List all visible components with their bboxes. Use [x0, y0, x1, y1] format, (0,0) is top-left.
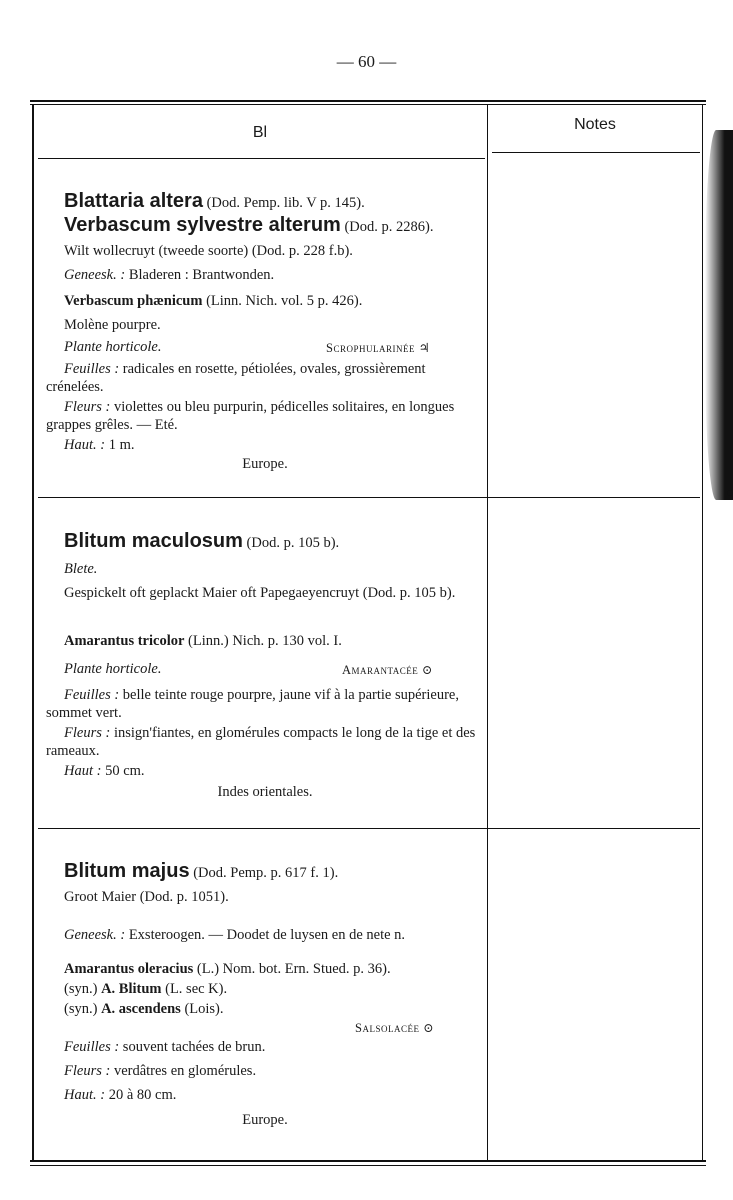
entry-title-synonym: Verbascum sylvestre alterum (Dod. p. 2286).	[64, 214, 434, 236]
vernacular-name: Groot Maier (Dod. p. 1051).	[64, 889, 229, 905]
table-bottom-border-inner	[30, 1165, 706, 1166]
plant-family: Scrophularinée ♃	[326, 341, 431, 355]
page-edge-shadow	[705, 130, 733, 500]
entry-title: Blitum maculosum (Dod. p. 105 b).	[64, 530, 340, 552]
vernacular-name-italic: Blete.	[64, 561, 98, 577]
plant-origin: Europe.	[242, 1112, 288, 1128]
table-top-border	[30, 100, 706, 102]
leaves-description: Feuilles : belle teinte rouge pourpre, jaune vif à la partie supérieure, sommet vert.	[46, 687, 459, 721]
table-left-border	[32, 104, 34, 1162]
synonym-1: (syn.) A. Blitum (L. sec K).	[64, 981, 228, 997]
entry-title: Blitum majus (Dod. Pemp. p. 617 f. 1).	[64, 860, 339, 882]
plant-type: Plante horticole.	[64, 339, 162, 355]
medicinal-use: Geneesk. : Exsteroogen. — Doodet de luysen en de nete n.	[64, 927, 406, 943]
table-bottom-border	[30, 1160, 706, 1162]
synonym-2: (syn.) A. ascendens (Lois).	[64, 1001, 224, 1017]
plant-height: Haut : 50 cm.	[64, 763, 145, 779]
vernacular-name: Wilt wollecruyt (tweede soorte) (Dod. p. 228 f.b).	[64, 243, 353, 259]
column-header-right: Notes	[574, 116, 616, 133]
entry-title: Blattaria altera (Dod. Pemp. lib. V p. 145).	[64, 190, 365, 212]
header-separator-right	[492, 152, 700, 153]
row-separator-2	[38, 828, 700, 829]
leaves-description: Feuilles : souvent tachées de brun.	[64, 1039, 266, 1055]
french-name: Molène pourpre.	[64, 317, 161, 333]
table-column-divider	[487, 104, 488, 1162]
plant-height: Haut. : 20 à 80 cm.	[64, 1087, 177, 1103]
linnaean-name: Amarantus tricolor (Linn.) Nich. p. 130 vol. I.	[64, 633, 342, 649]
plant-origin: Indes orientales.	[217, 784, 313, 800]
linnaean-name: Verbascum phænicum (Linn. Nich. vol. 5 p. 426).	[64, 293, 363, 309]
linnaean-name: Amarantus oleracius (L.) Nom. bot. Ern. Stued. p. 36).	[64, 961, 391, 977]
column-header-left: Bl	[252, 124, 268, 141]
page-edge-mark	[727, 490, 733, 496]
table-right-border	[702, 104, 703, 1162]
row-separator-1	[38, 497, 700, 498]
flowers-description: Fleurs : insign'fiantes, en glomérules compacts le long de la tige et des rameaux.	[46, 725, 476, 759]
header-separator-left	[38, 158, 485, 159]
plant-family: Amarantacée ⊙	[342, 663, 433, 677]
page-number: — 60 —	[336, 52, 397, 71]
table-top-border-inner	[30, 104, 706, 105]
plant-origin: Europe.	[242, 456, 288, 472]
flowers-description: Fleurs : verdâtres en glomérules.	[64, 1063, 257, 1079]
medicinal-use: Geneesk. : Bladeren : Brantwonden.	[64, 267, 275, 283]
vernacular-description: Gespickelt oft geplackt Maier oft Papegaeyencruyt (Dod. p. 105 b).	[64, 585, 456, 601]
plant-family: Salsolacée ⊙	[355, 1021, 435, 1035]
flowers-description: Fleurs : violettes ou bleu purpurin, pédicelles solitaires, en longues grappes grêles. — Eté.	[46, 399, 455, 433]
plant-height: Haut. : 1 m.	[64, 437, 135, 453]
leaves-description: Feuilles : radicales en rosette, pétiolées, ovales, grossièrement crénelées.	[46, 361, 426, 395]
plant-type: Plante horticole.	[64, 661, 162, 677]
